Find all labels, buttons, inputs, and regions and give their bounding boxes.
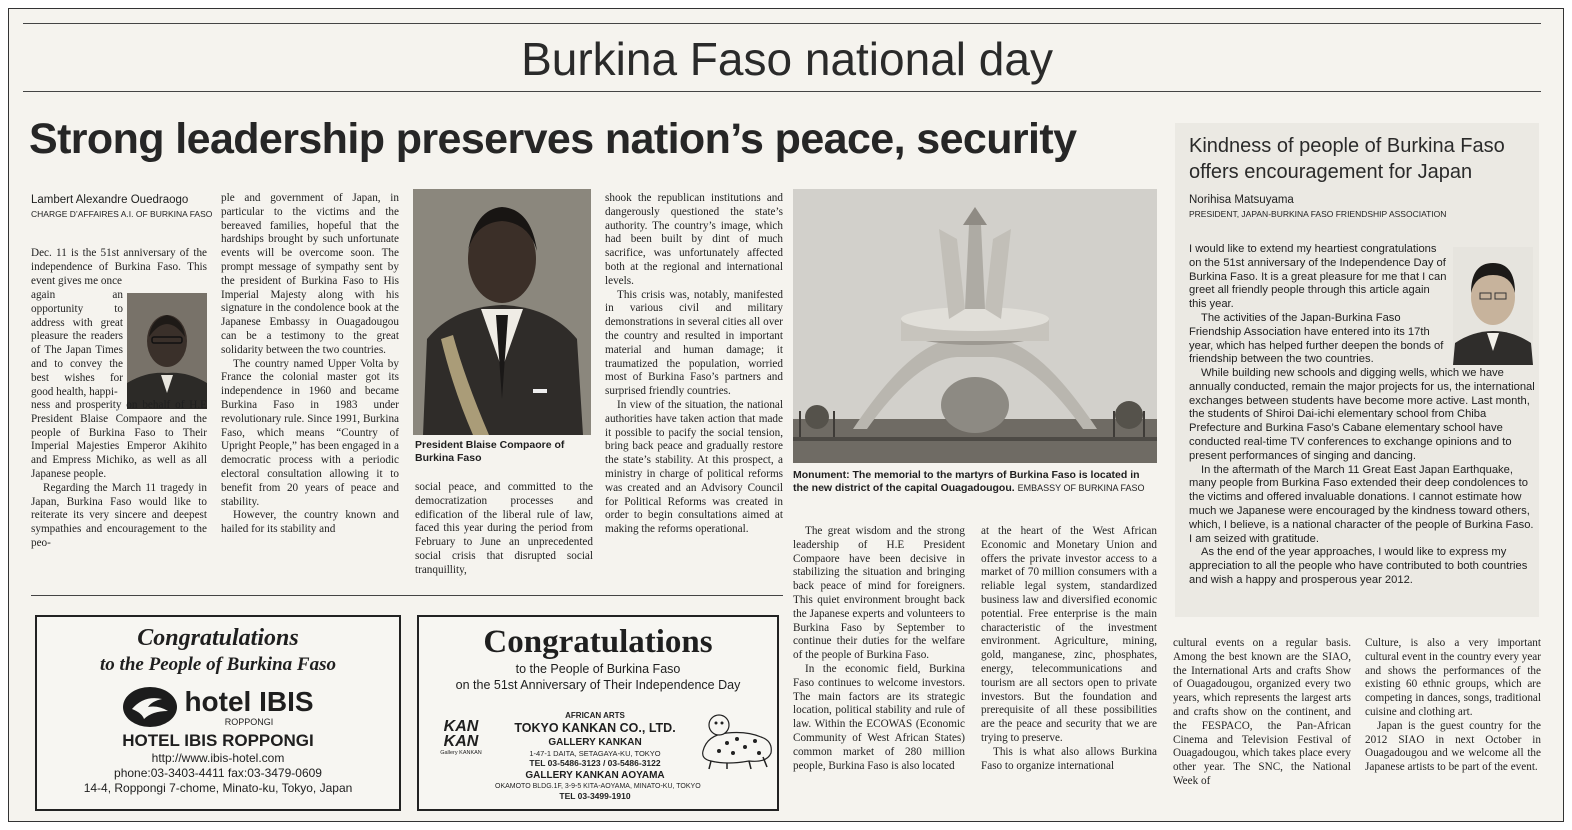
ibis-logo <box>37 685 399 729</box>
article-col-1-wrap <box>31 289 123 399</box>
author-photo <box>127 293 207 409</box>
article-col-3 <box>415 481 593 578</box>
article-col-7 <box>1173 637 1351 789</box>
kankan-address-1: 1-47-1 DAITA, SETAGAYA-KU, TOKYO <box>529 749 661 758</box>
monument-caption <box>793 469 1157 495</box>
article-col-2 <box>221 192 399 537</box>
president-portrait-image <box>413 189 591 435</box>
sidebar-author-photo <box>1453 247 1533 365</box>
section-rule <box>23 91 1541 92</box>
article-paragraph: In the economic field, Burkina Faso continues to welcome investors. The main factors are its strategic location, political stability and rule of law. Within the ECOWAS (Economic Community of West African States) common market of 280 million people, Burkina Faso is also located <box>793 662 965 772</box>
president-caption: President Blaise Compaore of Burkina Faso <box>415 439 565 464</box>
ibis-url: http://www.ibis-hotel.com <box>151 751 285 765</box>
byline-name: Lambert Alexandre Ouedraogo <box>31 194 189 206</box>
article-paragraph: This is what also allows Burkina Faso to organize international <box>981 745 1157 772</box>
article-paragraph: social peace, and committed to the democratization processes and edification of the liberal rule of law, faced this year during the period from February to June an unprecedented social crisis that disrupted social tranquillity, <box>415 481 593 576</box>
ibis-logo-text: hotel IBIS <box>184 686 314 717</box>
article-col-6 <box>981 525 1157 773</box>
monument-caption-text: Monument: The memorial to the martyrs of Burkina Faso is located in the new district of the capital Ouagadougou. <box>793 469 1140 494</box>
kankan-logo-bottom: KAN <box>443 733 479 750</box>
kankan-gallery-1: GALLERY KANKAN <box>548 737 642 748</box>
article-paragraph: ple and government of Japan, in particular to the victims and the bereaved families, hopeful that the hardships brought by such unfortunate events will be overcome soon. The prompt message of sympathy sent by the president of Burkina Faso to His Imperial Majesty along with his signature in the condolence book at the Japanese Embassy in Ouagadougou can be a testimony to the great solidarity between the two countries. <box>221 192 399 356</box>
kankan-ad-line2: on the 51st Anniversary of Their Independence Day <box>455 678 741 692</box>
article-paragraph: cultural events on a regular basis. Among the best known are the SIAO, the International Arts and crafts Show of Ouagadougou, organized every two years, which represents the largest arts and crafts show on the continent, and the FESPACO, the Pan-African Cinema and Television Festival of Ouagadougou, which takes place every other year. The SNC, the National Week of <box>1173 637 1351 787</box>
article-paragraph: In view of the situation, the national authorities have taken action that made it possible to pacify the social tension, bring back peace and gradually restore the state’s stability. At this prospect, a ministry in charge of political reforms was created and an Advisory Council for Political Reforms was created in order to begin consultations aimed at making the reforms operational. <box>605 398 783 536</box>
kankan-tel-1: TEL 03-5486-3123 / 03-5486-3122 <box>529 758 661 768</box>
sidebar-paragraph: While building new schools and digging wells, which we have annually conducted, remain the major projects for us, the international exchanges between students have become more active. Last month, the students of Shiroi Dai-ichi elementary school from Chiba Prefecture and Burkina Faso’s Cabane elementary school have conducted real-time TV conferences to exchange opinions and to present performances of singing and dancing. <box>1189 367 1535 462</box>
section-title: Burkina Faso national day <box>521 33 1053 85</box>
article-col-1-top <box>31 247 207 288</box>
article-paragraph: Culture, is also a very important cultural event in the country every year and shows the performances of the existing 60 ethnic groups, which are competing in dances, songs, traditional cuisine and clothing art. <box>1365 637 1541 718</box>
sidebar-portrait-image <box>1453 247 1533 365</box>
leopard-illustration-icon <box>697 711 777 771</box>
sidebar-paragraph: I would like to extend my heartiest congratulations on the 51st anniversary of the Independence Day of Burkina Faso. It is a great pleasure for me that I can greet all friendly people through this article again this year. <box>1189 243 1447 311</box>
article-paragraph: Dec. 11 is the 51st anniversary of the independence of Burkina Faso. This event gives me once <box>31 247 207 287</box>
sidebar-paragraph: The activities of the Japan-Burkina Faso Friendship Association have entered into its 17th year, which has helped further deepen the bonds of friendship between the two countries. <box>1189 311 1444 366</box>
monument-caption-credit: EMBASSY OF BURKINA FASO <box>1017 483 1145 493</box>
headline: Strong leadership preserves nation’s peace, security <box>29 115 1077 163</box>
article-paragraph: ness and prosperity on behalf of H.E President Blaise Compaore and the people of Burkina Faso to Their Imperial Majesties Emperor Akihito and Empress Michiko, as well as all Japanese people. <box>31 399 207 480</box>
kankan-logo-top: KAN <box>443 718 479 735</box>
president-photo <box>413 189 591 435</box>
article-col-1-bottom <box>31 399 207 551</box>
article-paragraph: Regarding the March 11 tragedy in Japan, Burkina Faso would like to reiterate its very sincere and deepest sympathies and encouragement to the peo- <box>31 481 207 549</box>
hotel-ibis-ad <box>35 615 401 811</box>
ibis-bird-icon <box>122 685 178 729</box>
kankan-ad-congrats: Congratulations <box>483 624 713 660</box>
newspaper-page <box>8 8 1564 822</box>
kankan-address-2: OKAMOTO BLDG.1F, 3-9-5 KITA-AOYAMA, MINATO-KU, TOKYO <box>495 783 701 790</box>
author-portrait-image <box>127 293 207 409</box>
kankan-logo-sub: Gallery KANKAN <box>440 750 482 756</box>
kankan-ad <box>417 615 779 811</box>
monument-photo <box>793 189 1157 463</box>
article-paragraph: The country named Upper Volta by France the colonial master got its independence in 1960 and became Burkina Faso in 1983 under revolutionary rule. Since 1991, Burkina Faso, which means “Country of Upright People,” has been engaged in a democratic process with a periodic electoral consultation allowing it to benefit from 20 years of peace and stability. <box>221 357 399 508</box>
top-rule <box>23 23 1541 24</box>
article-paragraph: The great wisdom and the strong leadership of H.E President Compaore have been decisive in stabilizing the situation and bringing back peace of mind for foreigners. This quiet environment brought back the Japanese experts and volunteers to Burkina Faso by September to continue their duties for the welfare of the people of Burkina Faso. <box>793 525 965 662</box>
kankan-ad-line1: to the People of Burkina Faso <box>515 662 681 676</box>
article-paragraph: This crisis was, notably, manifested in various civil and military demonstrations in several cities all over the country and resulted in important material and human damage; it traumatized the population, worried most of Burkina Faso’s partners and surprised friendly countries. <box>605 288 783 398</box>
article-paragraph: shook the republican institutions and dangerously questioned the state’s authority. The country’s image, which had been built by dint of much sacrifice, was unfortunately affected both at the regional and international levels. <box>605 192 783 287</box>
sidebar-paragraph: In the aftermath of the March 11 Great East Japan Earthquake, many people from Burkina Faso extended their deep condolences to the victims and offered invaluable donations. I cannot estimate how much we Japanese were encouraged by the kindness toward others, which, I believe, is a national character of the people of Burkina Faso. I am seized with gratitude. <box>1189 463 1534 545</box>
article-col-4 <box>605 192 783 537</box>
sidebar-title: Kindness of people of Burkina Faso offers encouragement for Japan <box>1189 135 1505 183</box>
sidebar-author-title: PRESIDENT, JAPAN-BURKINA FASO FRIENDSHIP ASSOCIATION <box>1189 209 1447 219</box>
article-paragraph: at the heart of the West African Economic and Monetary Union and offers the private investor access to a market of 70 million consumers with a reliable legal system, standardized business law and diversified economic potential. Free enterprise is the main characteristic of the investment environment. Agriculture, mining, gold, manganese, zinc, phosphates, energy, telecommunications and tourism are all sectors open to private investors. But the foundation and prerequisite of all these possibilities are the peace and security that we are trying to preserve. <box>981 525 1157 744</box>
sidebar-article <box>1175 123 1539 617</box>
kankan-gallery-2: GALLERY KANKAN AOYAMA <box>525 770 665 781</box>
article-paragraph: However, the country known and hailed for its stability and <box>221 509 399 536</box>
article-col-8 <box>1365 637 1541 775</box>
ibis-ad-congrats: Congratulations <box>137 625 299 651</box>
kankan-logo <box>435 719 487 757</box>
kankan-label-top: AFRICAN ARTS <box>565 711 625 720</box>
ibis-phone: phone:03-3403-4411 fax:03-3479-0609 <box>114 766 322 780</box>
sidebar-text-full <box>1189 367 1535 588</box>
kankan-contact-block <box>495 711 701 802</box>
ibis-logo-sub: ROPPONGI <box>224 717 274 727</box>
article-paragraph: Japan is the guest country for the 2012 SIAO in next October in Ouagadougou and we welcome all the Japanese artists to be part of the event. <box>1365 719 1541 774</box>
ad-separator-rule <box>31 595 783 596</box>
ibis-hotel-name: HOTEL IBIS ROPPONGI <box>122 731 314 750</box>
sidebar-text-wrap <box>1189 243 1447 367</box>
ibis-address: 14-4, Roppongi 7-chome, Minato-ku, Tokyo, Japan <box>83 781 353 795</box>
sidebar-paragraph: As the end of the year approaches, I would like to express my appreciation to all the people who have contributed to both countries and wish a happy and prosperous year 2012. <box>1189 546 1528 586</box>
kankan-company: TOKYO KANKAN CO., LTD. <box>514 721 676 735</box>
byline-title: CHARGE D’AFFAIRES A.I. OF BURKINA FASO <box>31 209 213 219</box>
ibis-ad-subtitle: to the People of Burkina Faso <box>100 654 336 675</box>
article-paragraph: again an opportunity to address with great pleasure the readers of The Japan Times and to convey the best wishes for good health, happi- <box>31 289 123 398</box>
kankan-tel-2: TEL 03-3499-1910 <box>559 791 631 801</box>
monument-image <box>793 189 1157 463</box>
sidebar-author-name: Norihisa Matsuyama <box>1189 194 1294 206</box>
article-col-5 <box>793 525 965 773</box>
